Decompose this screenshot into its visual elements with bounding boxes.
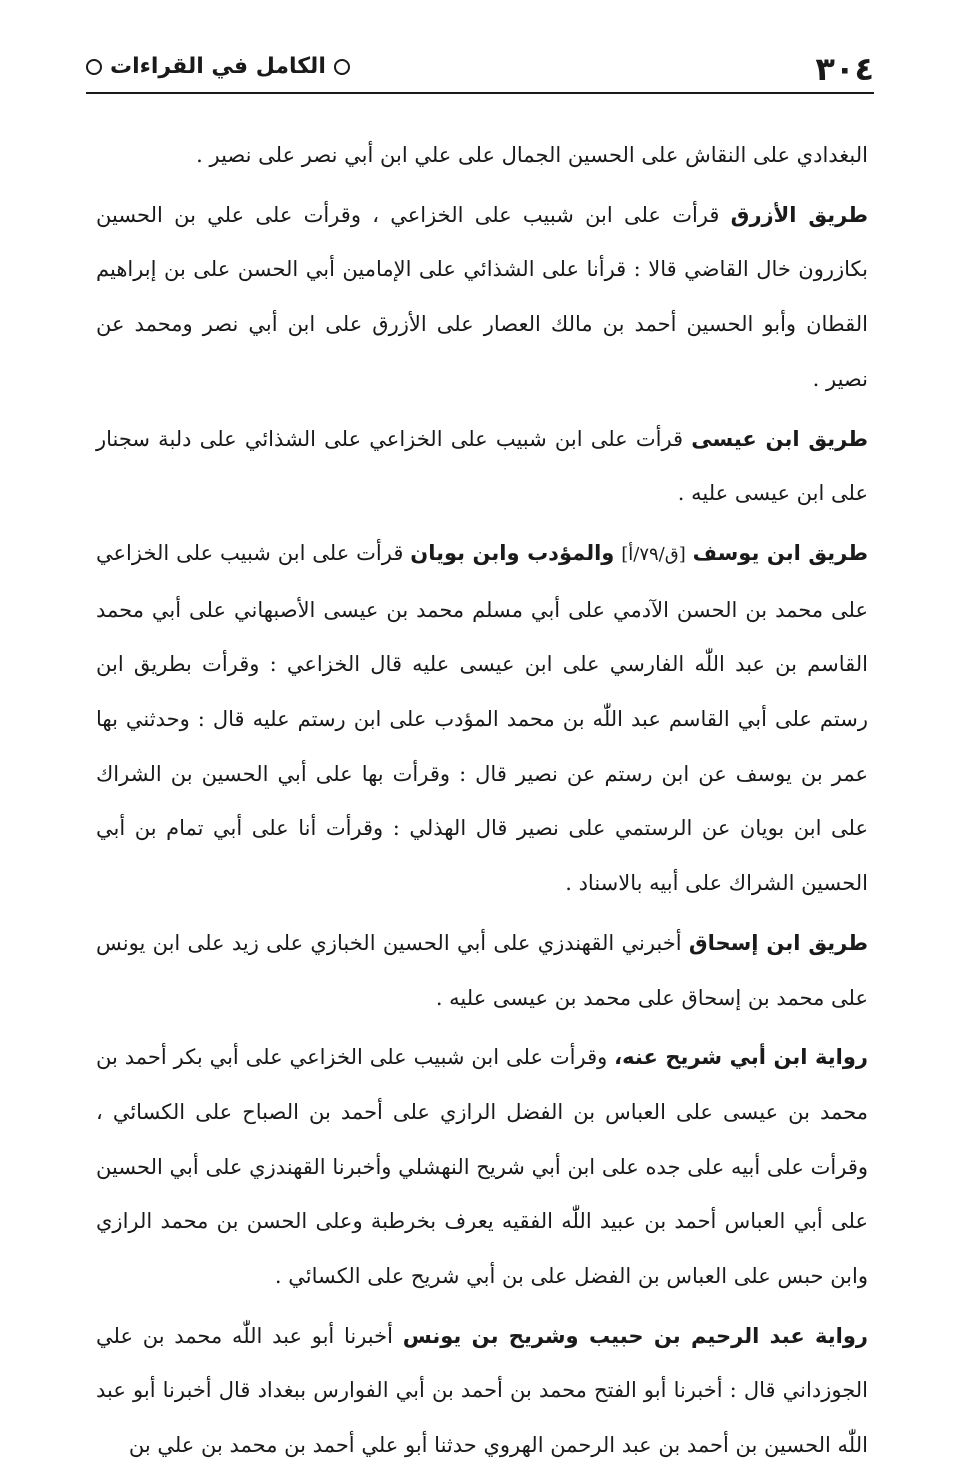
section-heading: رواية عبد الرحيم بن حبيب وشريح بن يونس — [402, 1323, 869, 1348]
paragraph — [96, 1030, 868, 1304]
paragraph-text: البغدادي على النقاش على الحسين الجمال على علي ابن أبي نصر على نصير . — [196, 143, 868, 167]
paragraph-text: وقرأت على ابن شبيب على الخزاعي على أبي بكر أحمد بن محمد بن عيسى على العباس بن الفضل الرازي على أحمد بن الصباح على الكسائي ، وقرأت على أبيه على جده على ابن أبي شريح النهشلي وأخبرنا القهندزي على أبي الحسين على أبي العباس أحمد بن عبيد اللّٰه الفقيه يعرف بخرطبة وعلى الحسن بن محمد الرازي وابن حبس على العباس بن الفضل على بن أبي شريح على الكسائي . — [96, 1045, 868, 1289]
paragraph — [96, 128, 868, 183]
paragraph — [96, 188, 868, 407]
page-header — [86, 44, 874, 94]
section-heading-continued: والمؤدب وابن بويان — [410, 540, 615, 565]
header-rule — [86, 92, 874, 94]
paragraph-text: قرأت على ابن شبيب على الخزاعي على الشذائي على دلبة سجنار على ابن عيسى عليه . — [96, 426, 868, 506]
paragraph-text: قرأت على ابن شبيب على الخزاعي على محمد بن الحسن الآدمي على أبي مسلم محمد بن عيسى الأصبهاني على أبي محمد القاسم بن عبد اللّٰه الفارسي على ابن عيسى عليه قال الخزاعي : وقرأت بطريق ابن رستم على أبي القاسم عبد اللّٰه بن محمد المؤدب على ابن رستم عليه قال : وحدثني بها عمر بن يوسف عن ابن رستم عن نصير قال : وقرأت بها على أبي الحسين بن الشراك على ابن بويان عن الرستمي على نصير قال الهذلي : وقرأت أنا على أبي تمام بن أبي الحسين الشراك على أبيه بالاسناد . — [96, 540, 868, 896]
manuscript-reference: [ق/٧٩/أ] — [621, 543, 686, 565]
section-heading: طريق ابن عيسى — [691, 426, 868, 451]
running-title — [86, 54, 350, 79]
section-heading: طريق الأزرق — [730, 202, 868, 227]
page-body — [96, 128, 868, 1478]
section-heading: طريق ابن يوسف — [692, 540, 868, 565]
paragraph — [96, 916, 868, 1025]
paragraph — [96, 412, 868, 521]
paragraph-text: أخبرني القهندزي على أبي الحسين الخبازي على زيد على ابن يونس على محمد بن إسحاق على محمد بن عيسى عليه . — [96, 930, 868, 1010]
paragraph-text: قرأت على ابن شبيب على الخزاعي ، وقرأت على علي بن الحسين بكازرون خال القاضي قالا : قرأنا على الشذائي على الإمامين أبي الحسن على بن إبراهيم القطان وأبو الحسين أحمد بن مالك العصار على الأزرق على ابن أبي نصر ومحمد عن نصير . — [96, 202, 868, 391]
paragraph — [96, 526, 868, 911]
section-heading: رواية ابن أبي شريح عنه، — [614, 1045, 868, 1070]
circle-ornament-icon — [334, 59, 350, 75]
circle-ornament-icon — [86, 59, 102, 75]
section-heading: طريق ابن إسحاق — [688, 930, 869, 955]
page-number: ٣٠٤ — [815, 50, 874, 88]
paragraph — [96, 1309, 868, 1473]
paragraph-text: أخبرنا أبو عبد اللّٰه محمد بن علي الجوزداني قال : أخبرنا أبو الفتح محمد بن أحمد بن أبي الفوارس ببغداد قال أخبرنا أبو عبد اللّٰه الحسين بن أحمد بن عبد الرحمن الهروي حدثنا أبو علي أحمد بن محمد بن علي بن — [96, 1323, 868, 1458]
book-title: الكامل في القراءات — [110, 54, 326, 79]
